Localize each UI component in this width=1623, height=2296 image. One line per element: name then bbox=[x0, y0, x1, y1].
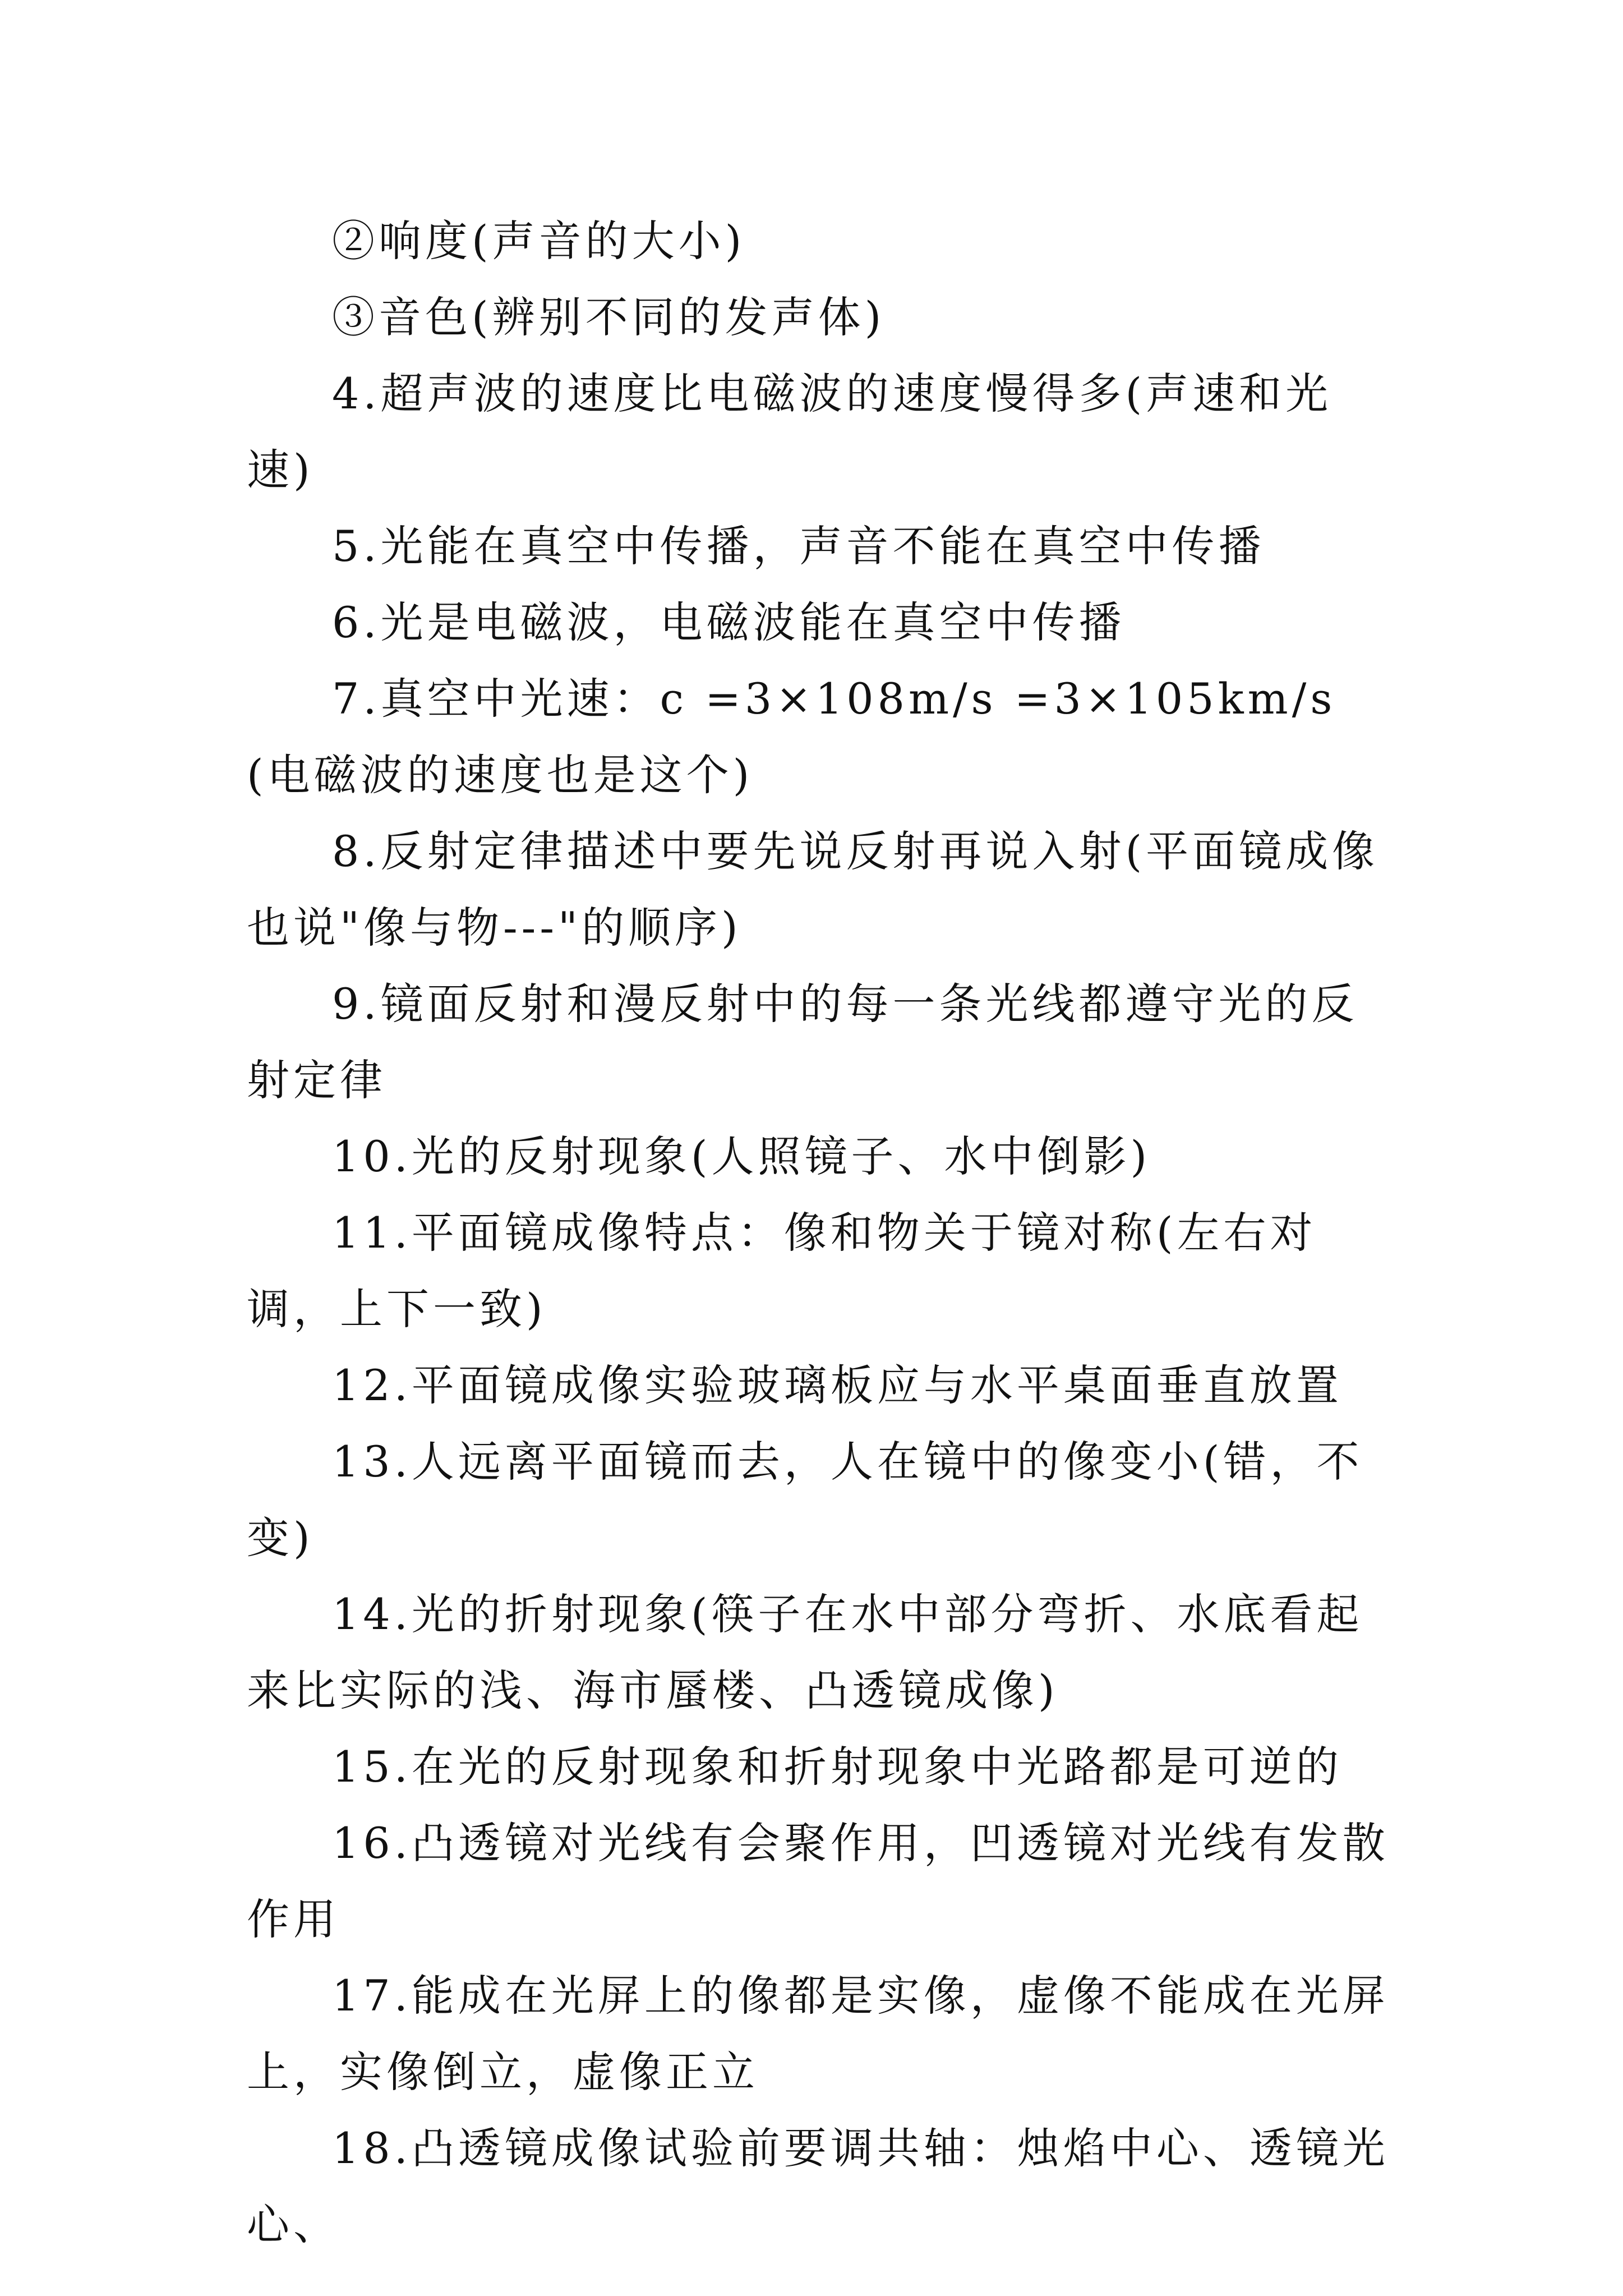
paragraph-item-14: 14.光的折射现象(筷子在水中部分弯折、水底看起来比实际的浅、海市蜃楼、凸透镜成像) bbox=[247, 1589, 1363, 1715]
paragraph-item-6: 6.光是电磁波，电磁波能在真空中传播 bbox=[332, 597, 1126, 647]
paragraph-item-5: 5.光能在真空中传播，声音不能在真空中传播 bbox=[332, 521, 1265, 571]
paragraph-item-7: 7.真空中光速：c =3×108m/s =3×105km/s(电磁波的速度也是这个) bbox=[247, 674, 1336, 800]
paragraph-item-8: 8.反射定律描述中要先说反射再说入射(平面镜成像也说"像与物---"的顺序) bbox=[247, 826, 1379, 953]
document-body bbox=[247, 203, 1391, 2263]
paragraph-item-17: 17.能成在光屏上的像都是实像，虚像不能成在光屏上，实像倒立，虚像正立 bbox=[247, 1971, 1389, 2097]
paragraph-item-9: 9.镜面反射和漫反射中的每一条光线都遵守光的反射定律 bbox=[247, 979, 1358, 1105]
paragraph-item-18: 18.凸透镜成像试验前要调共轴：烛焰中心、透镜光心、 bbox=[247, 2123, 1389, 2249]
paragraph-item-11: 11.平面镜成像特点：像和物关于镜对称(左右对调，上下一致) bbox=[247, 1208, 1317, 1334]
paragraph-item-13: 13.人远离平面镜而去，人在镜中的像变小(错，不变) bbox=[247, 1437, 1363, 1563]
paragraph-item-10: 10.光的反射现象(人照镜子、水中倒影) bbox=[332, 1131, 1151, 1181]
paragraph-timbre: ③音色(辨别不同的发声体) bbox=[332, 292, 886, 342]
paragraph-item-12: 12.平面镜成像实验玻璃板应与水平桌面垂直放置 bbox=[332, 1360, 1343, 1410]
paragraph-loudness: ②响度(声音的大小) bbox=[332, 216, 746, 266]
paragraph-item-15: 15.在光的反射现象和折射现象中光路都是可逆的 bbox=[332, 1742, 1343, 1792]
paragraph-item-4: 4.超声波的速度比电磁波的速度慢得多(声速和光速) bbox=[247, 369, 1332, 495]
paragraph-item-16: 16.凸透镜对光线有会聚作用，凹透镜对光线有发散作用 bbox=[247, 1818, 1389, 1944]
